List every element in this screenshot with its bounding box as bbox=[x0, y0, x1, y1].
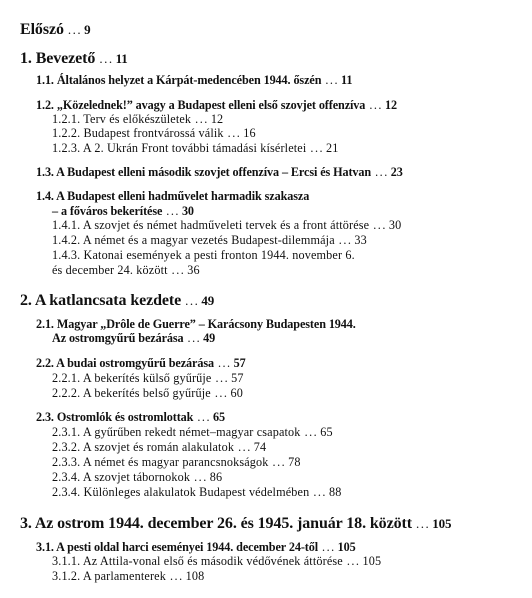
toc-leader-dots: ... bbox=[99, 51, 114, 66]
toc-leader-dots: ... bbox=[194, 470, 208, 484]
toc-page-number: 57 bbox=[233, 356, 246, 370]
toc-leader-dots: ... bbox=[227, 126, 242, 140]
toc-entry-title: 1.4. A Budapest elleni hadművelet harmadik szakasza bbox=[36, 189, 310, 203]
toc-entry-title: 1.2. „Közelednek!” avagy a Budapest elleni első szovjet offenzíva bbox=[36, 98, 366, 112]
toc-page-number: 36 bbox=[187, 263, 200, 277]
toc-entry-title: 3. Az ostrom 1944. december 26. és 1945. január 18. között bbox=[20, 515, 412, 532]
toc-entry-title: 2.3. Ostromlók és ostromlottak bbox=[36, 410, 194, 424]
toc-leader-dots: ... bbox=[166, 204, 180, 218]
toc-chapter-3 bbox=[20, 516, 451, 532]
toc-entry-title: 2.3.2. A szovjet és román alakulatok bbox=[52, 440, 235, 454]
toc-entry-title: 2.1. Magyar „Drôle de Guerre” – Karácsony Budapesten 1944. bbox=[36, 317, 356, 331]
toc-page-number: 30 bbox=[388, 218, 402, 232]
toc-section-2-1 bbox=[36, 318, 356, 330]
toc-page-number: 78 bbox=[288, 455, 301, 469]
toc-section-1-1 bbox=[36, 74, 352, 86]
toc-leader-dots: ... bbox=[304, 425, 319, 439]
toc-page-number: 86 bbox=[209, 470, 223, 484]
toc-subsection-3-1-2 bbox=[52, 570, 204, 582]
toc-section-1-4-continued bbox=[52, 205, 194, 217]
toc-leader-dots: ... bbox=[197, 410, 211, 424]
toc-entry-title: 2. A katlancsata kezdete bbox=[20, 292, 182, 309]
toc-entry-title: 1.4.2. A német és a magyar vezetés Budapest-dilemmája bbox=[52, 233, 335, 247]
toc-entry-title: 2.3.4. Különleges alakulatok Budapest védelmében bbox=[52, 485, 310, 499]
toc-entry-title: 2.2. A budai ostromgyűrű bezárása bbox=[36, 356, 214, 370]
toc-entry-title: 1.2.1. Terv és előkészületek bbox=[52, 112, 192, 126]
toc-entry-foreword bbox=[20, 22, 91, 38]
toc-entry-title: 2.3.1. A gyűrűben rekedt német–magyar csapatok bbox=[52, 425, 301, 439]
toc-page-number: 9 bbox=[84, 22, 91, 37]
toc-section-1-2 bbox=[36, 99, 397, 111]
toc-leader-dots: ... bbox=[185, 293, 200, 308]
toc-page-number: 11 bbox=[115, 51, 128, 66]
toc-leader-dots: ... bbox=[338, 233, 353, 247]
toc-entry-title: – a főváros bekerítése bbox=[52, 204, 163, 218]
toc-section-2-3 bbox=[36, 411, 225, 423]
toc-leader-dots: ... bbox=[238, 440, 252, 454]
toc-leader-dots: ... bbox=[313, 485, 327, 499]
toc-subsection-1-2-2 bbox=[52, 127, 256, 139]
toc-subsection-2-3-1 bbox=[52, 426, 333, 438]
toc-page-number: 11 bbox=[341, 73, 353, 87]
toc-entry-title: Előszó bbox=[20, 21, 64, 38]
toc-page-number: 105 bbox=[362, 554, 382, 568]
toc-entry-title: 3.1.2. A parlamenterek bbox=[52, 569, 166, 583]
toc-leader-dots: ... bbox=[171, 263, 186, 277]
toc-leader-dots: ... bbox=[322, 540, 336, 554]
toc-page-number: 60 bbox=[230, 386, 243, 400]
toc-leader-dots: ... bbox=[67, 22, 83, 37]
toc-chapter-2 bbox=[20, 293, 214, 309]
toc-entry-title: 1.1. Általános helyzet a Kárpát-medencében 1944. őszén bbox=[36, 73, 322, 87]
toc-entry-title: 3.1.1. Az Attila-vonal első és második védővének áttörése bbox=[52, 554, 343, 568]
toc-entry-title: 2.2.2. A bekerítés belső gyűrűje bbox=[52, 386, 211, 400]
toc-leader-dots: ... bbox=[369, 98, 383, 112]
toc-subsection-2-3-4b bbox=[52, 486, 341, 498]
toc-subsection-2-3-4a bbox=[52, 471, 222, 483]
toc-entry-title: 3.1. A pesti oldal harci eseményei 1944. december 24-től bbox=[36, 540, 319, 554]
toc-leader-dots: ... bbox=[346, 554, 361, 568]
toc-page-number: 33 bbox=[354, 233, 367, 247]
toc-chapter-1 bbox=[20, 51, 128, 67]
toc-subsection-1-4-2 bbox=[52, 234, 367, 246]
toc-leader-dots: ... bbox=[375, 165, 389, 179]
toc-leader-dots: ... bbox=[187, 331, 202, 345]
toc-entry-title: 2.3.3. A német és magyar parancsnokságok bbox=[52, 455, 269, 469]
toc-leader-dots: ... bbox=[217, 356, 232, 370]
toc-entry-title: 1.3. A Budapest elleni második szovjet offenzíva – Ercsi és Hatvan bbox=[36, 165, 372, 179]
toc-leader-dots: ... bbox=[415, 516, 431, 531]
toc-section-1-4 bbox=[36, 190, 309, 202]
toc-page-number: 74 bbox=[253, 440, 267, 454]
toc-subsection-2-3-3 bbox=[52, 456, 301, 468]
toc-entry-title: 1.4.1. A szovjet és német hadműveleti tervek és a front áttörése bbox=[52, 218, 370, 232]
toc-subsection-2-3-2 bbox=[52, 441, 266, 453]
toc-subsection-2-2-1 bbox=[52, 372, 244, 384]
toc-entry-title: 2.2.1. A bekerítés külső gyűrűje bbox=[52, 371, 212, 385]
toc-subsection-1-4-1 bbox=[52, 219, 401, 231]
toc-leader-dots: ... bbox=[169, 569, 184, 583]
toc-subsection-1-4-3-continued bbox=[52, 264, 200, 276]
toc-page-number: 105 bbox=[432, 516, 452, 531]
toc-page-number: 49 bbox=[203, 331, 216, 345]
toc-entry-title: 1.2.3. A 2. Ukrán Front további támadási kísérletei bbox=[52, 141, 307, 155]
toc-subsection-3-1-1 bbox=[52, 555, 381, 567]
toc-page-number: 108 bbox=[185, 569, 205, 583]
toc-leader-dots: ... bbox=[215, 371, 230, 385]
toc-page-number: 23 bbox=[390, 165, 403, 179]
toc-entry-title: 2.3.4. A szovjet tábornokok bbox=[52, 470, 191, 484]
toc-page-number: 12 bbox=[384, 98, 397, 112]
toc-leader-dots: ... bbox=[373, 218, 387, 232]
toc-page-number: 65 bbox=[213, 410, 225, 424]
toc-section-2-1-continued bbox=[52, 332, 215, 344]
toc-entry-title: Az ostromgyűrű bezárása bbox=[52, 331, 184, 345]
toc-page-number: 12 bbox=[210, 112, 224, 126]
toc-subsection-1-2-1 bbox=[52, 113, 223, 125]
toc-leader-dots: ... bbox=[310, 141, 325, 155]
toc-page-number: 49 bbox=[201, 293, 215, 308]
toc-leader-dots: ... bbox=[214, 386, 229, 400]
toc-page-number: 65 bbox=[320, 425, 333, 439]
toc-section-3-1 bbox=[36, 541, 356, 553]
toc-section-2-2 bbox=[36, 357, 246, 369]
toc-page-number: 16 bbox=[243, 126, 256, 140]
toc-subsection-1-2-3 bbox=[52, 142, 339, 154]
toc-leader-dots: ... bbox=[272, 455, 287, 469]
toc-leader-dots: ... bbox=[195, 112, 209, 126]
toc-subsection-2-2-2 bbox=[52, 387, 243, 399]
toc-entry-title: 1. Bevezető bbox=[20, 50, 96, 67]
toc-page-number: 105 bbox=[337, 540, 356, 554]
toc-page-number: 88 bbox=[328, 485, 342, 499]
toc-subsection-1-4-3 bbox=[52, 249, 355, 261]
toc-section-1-3 bbox=[36, 166, 403, 178]
toc-page-number: 21 bbox=[326, 141, 339, 155]
toc-entry-title: 1.4.3. Katonai események a pesti fronton 1944. november 6. bbox=[52, 248, 355, 262]
toc-entry-title: 1.2.2. Budapest frontvárossá válik bbox=[52, 126, 224, 140]
toc-entry-title: és december 24. között bbox=[52, 263, 168, 277]
toc-page-number: 57 bbox=[231, 371, 244, 385]
toc-leader-dots: ... bbox=[325, 73, 340, 87]
toc-page-number: 30 bbox=[181, 204, 194, 218]
